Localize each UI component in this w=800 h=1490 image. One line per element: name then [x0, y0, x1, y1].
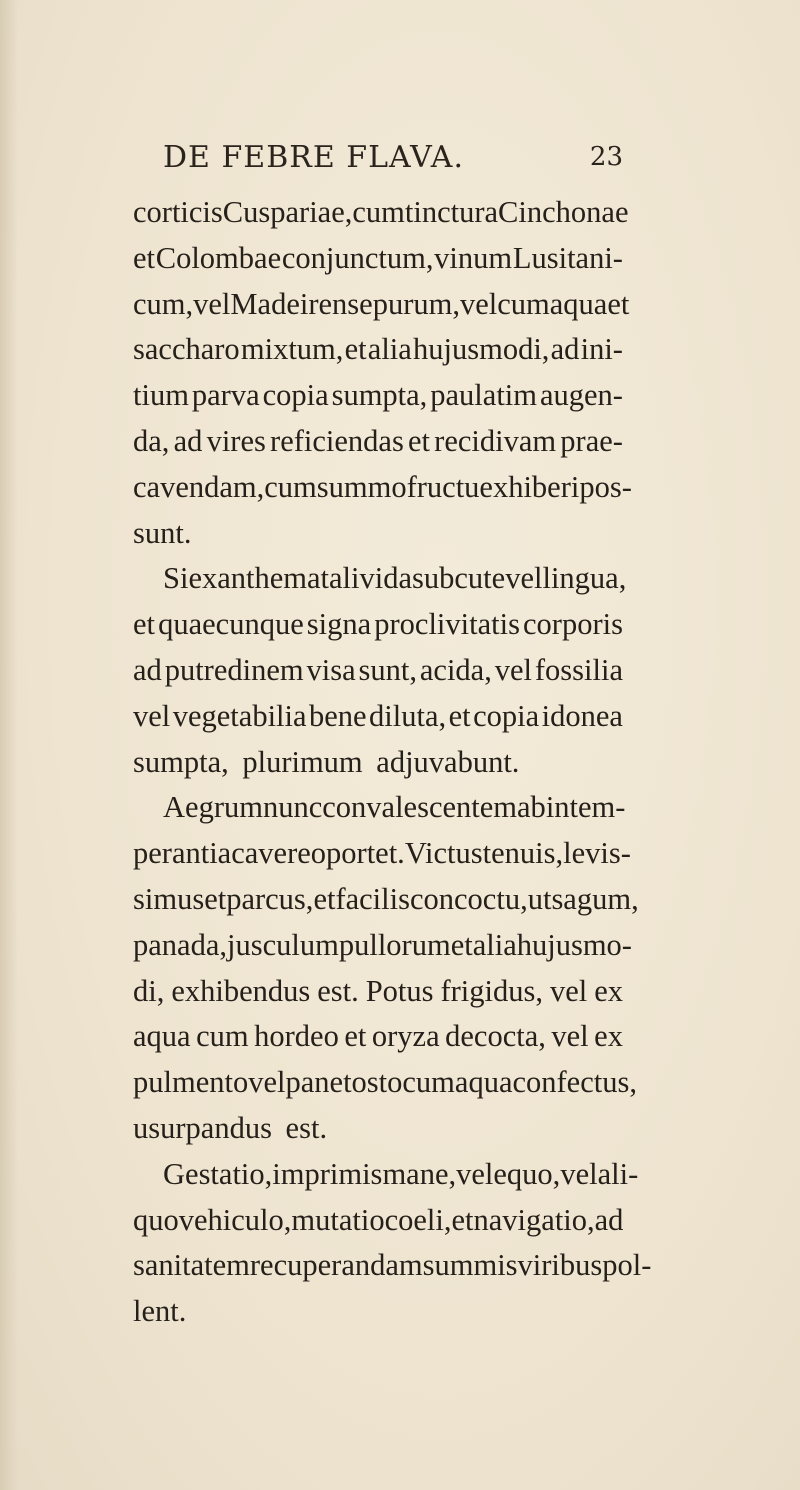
word: coeli,: [384, 1202, 452, 1237]
word: et: [133, 240, 156, 275]
word: et: [450, 927, 473, 962]
word: hujusmo-: [516, 927, 632, 962]
word: Victus: [404, 836, 483, 871]
word: hordeo: [254, 1019, 339, 1054]
word: Aegrum: [163, 790, 263, 825]
word: idonea: [541, 698, 623, 733]
word: putredinem: [164, 652, 304, 687]
word: lingua,: [542, 561, 627, 596]
word: et: [133, 607, 156, 642]
word: vel: [494, 652, 532, 687]
word: tosto: [343, 1065, 403, 1100]
word: pos-: [579, 469, 632, 504]
word: ad: [133, 652, 162, 687]
word: purum,: [372, 286, 460, 321]
text-line: [133, 373, 623, 419]
gutter-shadow: [0, 0, 18, 1490]
word: aqua: [454, 1065, 513, 1100]
text-line: [133, 1152, 639, 1198]
text-line: [133, 1014, 623, 1060]
text-line: [133, 694, 623, 740]
word: ad: [594, 1202, 624, 1237]
word: Madeirense: [230, 286, 373, 321]
word: vel: [551, 1019, 589, 1054]
text-line: [133, 1243, 652, 1289]
word: cum: [497, 286, 550, 321]
word: copia: [473, 698, 540, 733]
word: tenuis,: [482, 836, 564, 871]
word: reficiendas: [270, 423, 404, 458]
word: decocta,: [445, 1019, 546, 1054]
word: cum: [264, 469, 317, 504]
running-title: DE FEBRE FLAVA.: [163, 140, 465, 175]
word: cum: [402, 1065, 455, 1100]
word: intem-: [545, 790, 626, 825]
word: et: [204, 881, 227, 916]
text-line: [133, 877, 639, 923]
word: alia: [472, 927, 517, 962]
word: Si: [163, 561, 189, 596]
word: parcus,: [226, 881, 314, 916]
word: cum: [352, 195, 405, 229]
word: cute: [454, 561, 506, 596]
word: quaecunque: [158, 607, 304, 642]
word: Gestatio,: [163, 1156, 273, 1191]
word: vel: [193, 286, 231, 321]
word: et: [407, 423, 430, 458]
word: ad: [550, 332, 580, 367]
word: ad: [173, 423, 203, 458]
word: fructu: [406, 469, 480, 504]
word: ex: [594, 973, 623, 1008]
word: tium: [133, 378, 189, 413]
word: mutatio: [291, 1202, 385, 1237]
word: alia: [367, 332, 412, 367]
word: pullorum: [338, 927, 451, 962]
word: bene: [309, 698, 367, 733]
text-line: sunt.: [133, 515, 192, 550]
text-line: [133, 190, 629, 236]
text-line: [133, 923, 632, 969]
word: di,: [133, 973, 165, 1008]
text-line: [133, 282, 630, 328]
word: mixtum,: [240, 332, 344, 367]
word: navigatio,: [473, 1202, 595, 1237]
word: tinctura: [404, 195, 499, 229]
word: cavendam,: [133, 469, 265, 504]
word: vel: [505, 561, 543, 596]
word: signa: [306, 607, 372, 642]
page-number: 23: [589, 142, 623, 172]
word: et: [448, 698, 471, 733]
text-line: sumpta, plurimum adjuvabunt.: [133, 744, 520, 779]
body-text: [133, 190, 652, 1335]
running-head: [163, 140, 623, 180]
word: jusculum: [227, 927, 339, 962]
word: oportet.: [310, 836, 405, 871]
word: vel: [459, 286, 498, 321]
text-line: [133, 419, 623, 465]
word: mane,: [382, 1156, 457, 1191]
word: ex: [594, 1019, 623, 1054]
word: visa: [306, 652, 356, 687]
word: recuperandam: [249, 1248, 423, 1283]
text-line: [133, 1198, 623, 1244]
word: cavere: [231, 836, 311, 871]
word: et: [344, 1019, 367, 1054]
word: levis-: [563, 836, 631, 871]
word: Cuspariae,: [222, 195, 353, 229]
word: imprimis: [272, 1156, 383, 1191]
word: vinum: [434, 240, 513, 275]
word: nunc: [262, 790, 323, 825]
text-line: usurpandus est.: [133, 1110, 328, 1145]
word: aqua: [549, 286, 608, 321]
word: fossilia: [534, 652, 623, 687]
word: pane: [285, 1065, 344, 1100]
word: pulmento: [133, 1065, 249, 1100]
word: viribus: [517, 1248, 603, 1283]
word: vel: [248, 1065, 286, 1100]
text-line: [133, 236, 623, 282]
word: convalescentem: [322, 790, 518, 825]
word: livida: [342, 561, 413, 596]
word: summo: [316, 469, 407, 504]
word: exanthemata: [188, 561, 343, 596]
word: ut: [527, 881, 552, 916]
word: ab: [517, 790, 546, 825]
word: quo: [133, 1202, 179, 1237]
word: cum,: [133, 286, 194, 321]
word: exhibendus: [171, 973, 311, 1008]
word: est.: [317, 973, 359, 1008]
word: Colombae: [155, 240, 282, 275]
word: perantia: [133, 836, 232, 871]
text-line: [133, 831, 631, 877]
word: vel: [456, 1156, 494, 1191]
word: et: [607, 286, 630, 321]
word: equo,: [493, 1156, 561, 1191]
word: prae-: [560, 423, 623, 458]
word: ini-: [580, 332, 623, 367]
word: summis: [422, 1248, 518, 1283]
word: ali-: [597, 1156, 639, 1191]
text-line: [133, 785, 626, 831]
word: proclivitatis: [374, 607, 520, 642]
text-line: [133, 602, 623, 648]
word: Potus: [365, 973, 434, 1008]
text-line: [133, 969, 623, 1015]
word: panada,: [133, 927, 227, 962]
word: simus: [133, 881, 205, 916]
text-line: [133, 648, 623, 694]
word: sub: [412, 561, 455, 596]
word: copia: [262, 378, 329, 413]
word: diluta,: [369, 698, 447, 733]
word: corticis: [133, 195, 223, 229]
text-line: lent.: [133, 1294, 187, 1329]
text-line: [133, 556, 627, 602]
word: sumpta,: [331, 378, 428, 413]
word: vel: [560, 1156, 598, 1191]
word: sagum,: [551, 881, 639, 916]
word: oryza: [371, 1019, 440, 1054]
word: acida,: [419, 652, 492, 687]
word: cum: [196, 1019, 249, 1054]
word: et: [451, 1202, 474, 1237]
text-line: [133, 327, 623, 373]
text-line: [133, 465, 632, 511]
word: vegetabilia: [172, 698, 307, 733]
word: confectus,: [512, 1065, 637, 1100]
word: Lusitani-: [512, 240, 623, 275]
word: exhiberi: [479, 469, 580, 504]
text-line: [133, 1060, 637, 1106]
word: Cinchonae: [498, 195, 629, 229]
word: facilis: [335, 881, 410, 916]
word: augen-: [539, 378, 623, 413]
word: vel: [133, 698, 171, 733]
word: da,: [133, 423, 170, 458]
word: sanitatem: [133, 1248, 250, 1283]
word: et: [313, 881, 336, 916]
word: paulatim: [430, 378, 537, 413]
word: pol-: [602, 1248, 652, 1283]
word: parva: [191, 378, 260, 413]
word: sunt,: [358, 652, 417, 687]
word: vires: [206, 423, 266, 458]
word: et: [344, 332, 367, 367]
word: corporis: [523, 607, 623, 642]
word: conjunctum,: [281, 240, 434, 275]
word: hujusmodi,: [413, 332, 550, 367]
word: frigidus,: [440, 973, 543, 1008]
word: vel: [549, 973, 588, 1008]
word: vehiculo,: [178, 1202, 292, 1237]
word: saccharo: [133, 332, 240, 367]
word: concoctu,: [409, 881, 528, 916]
word: aqua: [133, 1019, 191, 1054]
word: recidivam: [434, 423, 557, 458]
